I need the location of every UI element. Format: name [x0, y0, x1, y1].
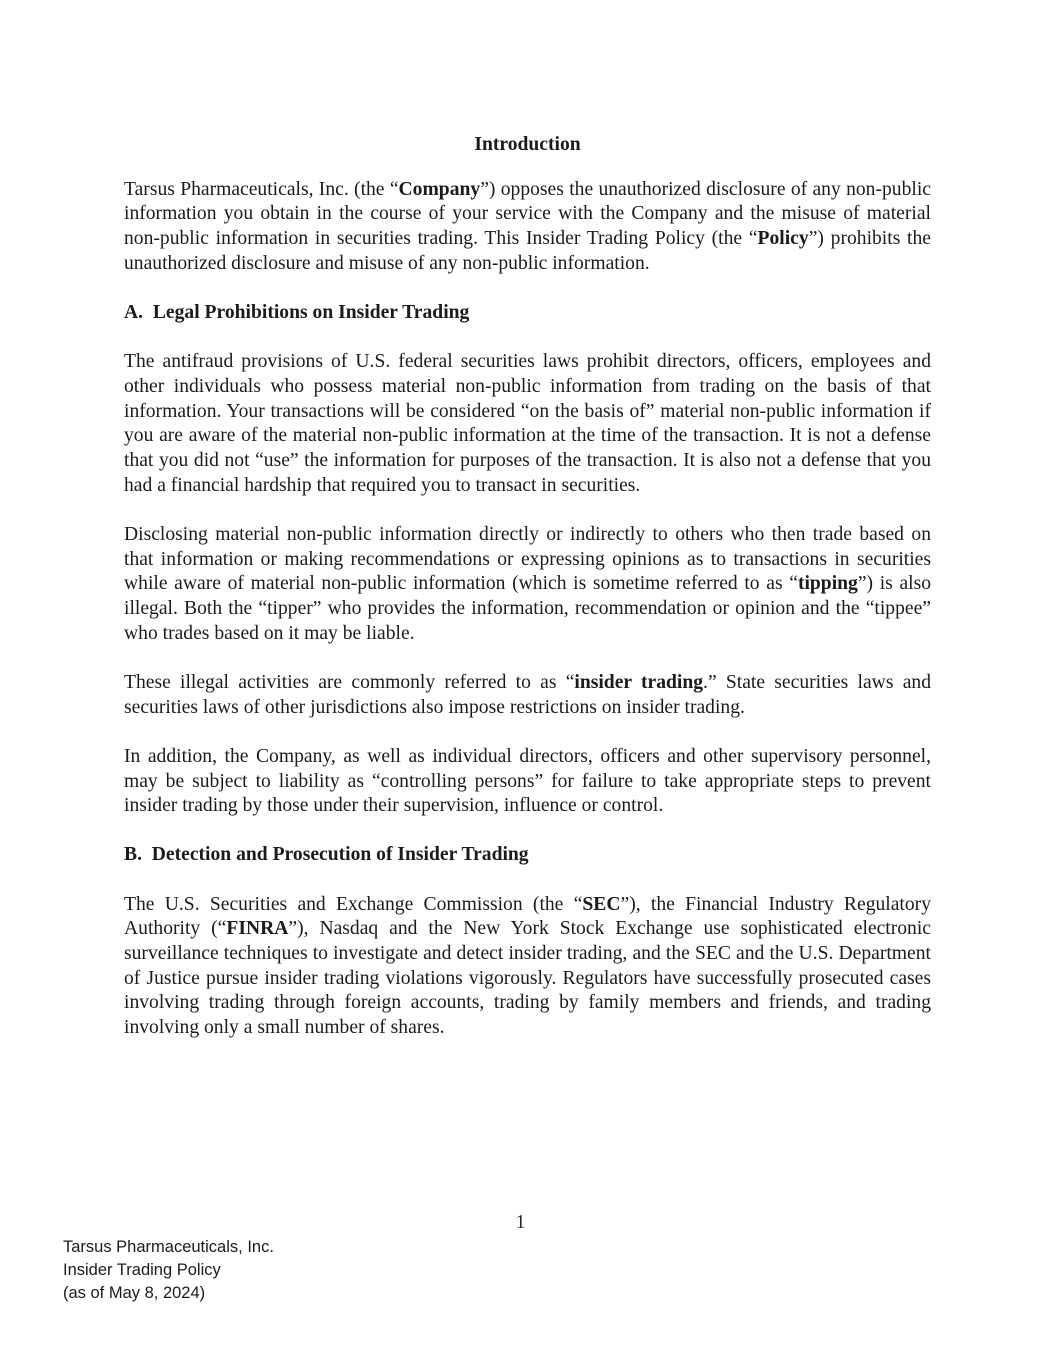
intro-paragraph: [124, 178, 931, 277]
text-run: In addition, the Company, as well as individual directors, officers and other supervisory personnel, may be subject to liability as “controlling persons” for failure to take appropriate steps to prevent insider trading by those under their supervision, influence or control.: [124, 745, 931, 817]
text-run: The U.S. Securities and Exchange Commission (the “: [124, 893, 583, 915]
text-run: ”), the Financial Industry Regulatory Authority (“: [124, 893, 931, 940]
text-run: These illegal activities are commonly referred to as “: [124, 671, 575, 693]
footer-policy-name: Insider Trading Policy: [63, 1261, 221, 1279]
page-title: Introduction: [474, 134, 581, 155]
page-footer: [63, 1236, 274, 1305]
text-run: Disclosing material non-public information directly or indirectly to others who then trade based on that information or making recommendations or expressing opinions as to transactions in securities while aware of material non-public information (which is sometime referred to as “: [124, 523, 931, 595]
section-b-heading: B. Detection and Prosecution of Insider Trading: [124, 844, 529, 866]
text-run: Company: [398, 178, 481, 200]
text-run: ”), Nasdaq and the New York Stock Exchange use sophisticated electronic surveillance techniques to investigate and detect insider trading, and the SEC and the U.S. Department of Justice pursue insider trading violations vigorously. Regulators have successfully prosecuted cases involving trading through foreign accounts, trading by family members and friends, and trading involving only a small number of shares.: [124, 918, 931, 1039]
text-run: ”) prohibits the unauthorized disclosure and misuse of any non-public information.: [124, 228, 931, 274]
page-number: 1: [515, 1212, 526, 1233]
section-b-paragraph-1: [124, 893, 931, 1041]
text-run: Tarsus Pharmaceuticals, Inc. (the “: [124, 178, 399, 200]
section-a-paragraph-1: [124, 350, 931, 498]
section-a-paragraph-2: [124, 523, 931, 647]
document-body: [124, 133, 931, 1065]
text-run: The antifraud provisions of U.S. federal securities laws prohibit directors, officers, employees and other individuals who possess material non-public information from trading on the basis of that information. Your transactions will be considered “on the basis of” material non-public information if you are aware of the material non-public information at the time of the transaction. It is not a defense that you did not “use” the information for purposes of the transaction. It is also not a defense that you had a financial hardship that required you to transact in securities.: [124, 351, 931, 496]
section-a-paragraph-3: [124, 671, 931, 720]
footer-company-name: Tarsus Pharmaceuticals, Inc.: [63, 1238, 274, 1256]
text-run: SEC: [582, 893, 621, 915]
section-a-heading: A. Legal Prohibitions on Insider Trading: [124, 302, 470, 324]
text-run: ”) opposes the unauthorized disclosure of any non-public information you obtain in the course of your service with the Company and the misuse of material non-public information in securities trading. This Insider Trading Policy (the “: [124, 178, 931, 250]
text-run: ”) is also illegal. Both the “tipper” who provides the information, recommendation or opinion and the “tippee” who trades based on it may be liable.: [124, 573, 932, 644]
section-a-paragraph-4: [124, 745, 931, 819]
footer-as-of-date: (as of May 8, 2024): [63, 1284, 206, 1302]
text-run: insider trading: [574, 671, 704, 693]
text-run: FINRA: [226, 918, 289, 940]
text-run: Policy: [757, 228, 809, 250]
text-run: tipping: [797, 573, 858, 595]
text-run: .” State securities laws and securities laws of other jurisdictions also impose restrictions on insider trading.: [124, 671, 931, 718]
